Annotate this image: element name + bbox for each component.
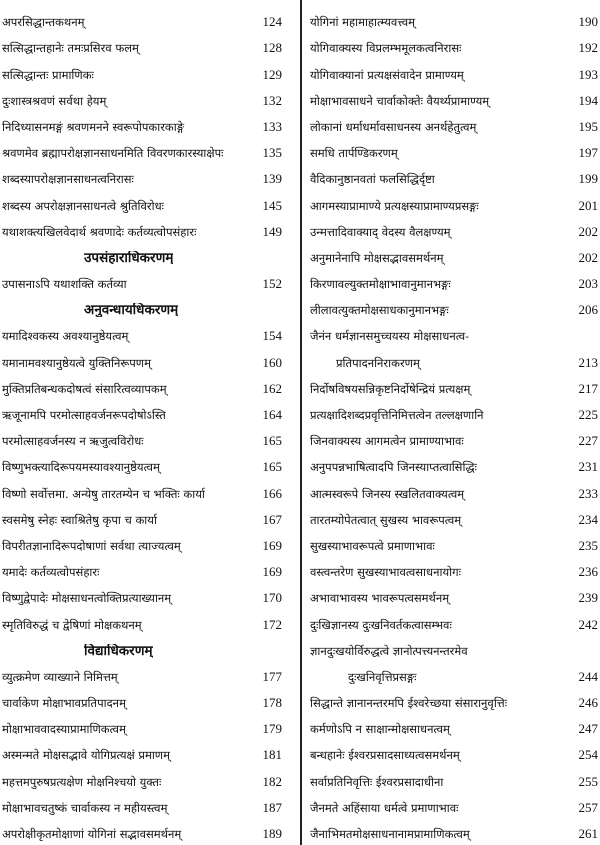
toc-entry-title: लोकानां धर्माधर्मावसाधनस्य अनर्थहेतुत्वम्: [310, 119, 477, 134]
toc-entry-page-number: 169: [262, 537, 282, 553]
section-heading-text: विद्याधिकरणम्: [84, 644, 153, 658]
toc-entry-title: आगमस्याप्रामाण्ये प्रत्यक्षस्याप्रामाण्यप्रसङ्गः: [310, 198, 479, 213]
toc-entry-title: उन्मत्तादिवाक्याद् वेदस्य वैलक्षण्यम्: [310, 224, 451, 239]
toc-entry-page-number: 197: [578, 145, 598, 161]
toc-entry-page-number: 160: [262, 354, 282, 370]
toc-entry-page-number: 236: [578, 564, 598, 580]
toc-entry: [0, 160, 300, 186]
toc-entry: [0, 29, 300, 55]
toc-entry-title: कर्मणोऽपि न साक्षान्मोक्षसाधनत्वम्: [310, 722, 450, 737]
toc-entry-title: बन्धहानेः ईश्वरप्रसादसाध्यत्वसमर्थनम्: [310, 748, 460, 763]
toc-entry-page-number: 166: [262, 485, 282, 501]
toc-entry-title: लीलावत्युक्तमोक्षसाधकानुमानभङ्गः: [310, 303, 449, 318]
toc-entry: [302, 684, 600, 710]
toc-entry-title: मोक्षाभावसाधने चार्वाकोक्तेः वैयर्थ्यप्रामाण्यम्: [310, 93, 490, 108]
toc-entry: [0, 422, 300, 448]
toc-entry-title: वस्त्वन्तरेण सुखस्याभावत्वसाधनायोगः: [310, 565, 461, 580]
toc-left-list: [0, 3, 300, 841]
toc-entry-page-number: 172: [262, 616, 282, 632]
toc-entry-title: अनुपपन्नभाषित्वादपि जिनस्याप्तत्वासिद्धिः: [310, 460, 477, 475]
toc-entry: [302, 501, 600, 527]
toc-entry-title: यमादेः कर्तव्यत्वोपसंहारः: [2, 565, 100, 580]
toc-entry-title: योगिवाक्यानां प्रत्यक्षसंवादेन प्रामाण्यम्: [310, 67, 464, 82]
toc-entry: [0, 134, 300, 160]
toc-entry-title: ऋजूनामपि परमोत्साहवर्जनरूपदोषोऽस्ति: [2, 408, 166, 422]
section-heading: [0, 239, 300, 265]
toc-entry-title: सत्सिद्धान्तः प्रामाणिकः: [2, 67, 94, 82]
toc-entry-title: विष्णो सर्वोत्तमा. अन्येषु तारतम्येन च भक्तिः कार्या: [2, 486, 205, 501]
toc-entry-page-number: 179: [262, 721, 282, 737]
toc-entry-title: आत्मस्वरूपे जिनस्य स्खलितवाक्यत्वम्: [310, 486, 465, 501]
toc-entry-page-number: 254: [578, 747, 598, 763]
toc-entry: [0, 370, 300, 396]
toc-entry-title: सत्सिद्धान्तहानेः तमःप्रसिरव फलम्: [2, 41, 139, 56]
toc-entry: [302, 553, 600, 579]
toc-entry-page-number: 169: [262, 564, 282, 580]
toc-entry-page-number: 152: [262, 276, 282, 292]
toc-entry-page-number: 135: [262, 145, 282, 161]
toc-entry: [302, 396, 600, 422]
toc-entry-page-number: 195: [578, 118, 598, 134]
toc-entry-page-number: 149: [262, 223, 282, 239]
toc-entry-page-number: 202: [578, 249, 598, 265]
toc-entry-page-number: 202: [578, 223, 598, 239]
toc-entry-title: योगिनां महामाहात्म्यवत्त्वम्: [310, 15, 415, 30]
toc-entry-title: मुक्तिप्रतिबन्धकदोषत्वं संसारित्वव्यापकम्: [2, 381, 167, 396]
toc-entry-page-number: 132: [262, 92, 282, 108]
toc-entry-title: सुखस्याभावरूपत्वे प्रमाणाभावः: [310, 538, 435, 553]
toc-entry: [302, 736, 600, 762]
toc-entry-title: समधि तार्पण्डिकरणम्: [310, 146, 398, 161]
toc-entry-title: शब्दस्य अपरोक्षज्ञानसाधनत्वे श्रुतिविरोधः: [2, 198, 164, 213]
toc-entry-title: निदिध्यासनमङ्गं श्रवणमनने स्वरूपोपकारकाङ्गे: [2, 119, 184, 134]
toc-entry-page-number: 244: [578, 668, 598, 684]
toc-entry-title: यमादिश्वकस्य अवश्यानुष्ठेयत्वम्: [2, 329, 129, 344]
toc-entry-page-number: 203: [578, 276, 598, 292]
toc-entry-title: दुःशास्त्रश्रवणं सर्वथा हेयम्: [2, 93, 107, 108]
toc-entry-title: विष्णुभक्त्यादिरूपयमस्यावश्यानुष्ठेयत्वम्: [2, 460, 160, 475]
toc-entry-title: महत्तमपुरुषप्रत्यक्षेण मोक्षनिश्चयो युक्तः: [2, 774, 162, 789]
toc-entry-page-number: 199: [578, 171, 598, 187]
toc-entry-page-number: 233: [578, 485, 598, 501]
toc-entry-page-number: 201: [578, 197, 598, 213]
toc-entry: [0, 658, 300, 684]
toc-entry: [302, 55, 600, 81]
toc-entry-title: जैनंन धर्मज्ञानसमुच्चयस्य मोक्षसाधनत्व-: [310, 329, 470, 344]
toc-entry-page-number: 194: [578, 92, 598, 108]
toc-entry-page-number: 261: [578, 826, 598, 841]
toc-entry-page-number: 164: [262, 407, 282, 422]
toc-entry-page-number: 242: [578, 616, 598, 632]
toc-entry-title: चार्वाकेण मोक्षाभावप्रतिपादनम्: [2, 696, 126, 711]
toc-entry: [0, 789, 300, 815]
toc-right-list: [302, 3, 600, 841]
toc-entry: [302, 422, 600, 448]
toc-entry-title: जैनाभिमतमोक्षसाधनानामप्रामाणिकत्वम्: [310, 827, 470, 841]
toc-entry: [0, 448, 300, 474]
toc-entry-page-number: 133: [262, 118, 282, 134]
toc-entry: [0, 343, 300, 369]
toc-entry-page-number: 227: [578, 433, 598, 449]
toc-entry-page-number: 129: [262, 66, 282, 82]
toc-entry-title: मोक्षाभाववादस्याप्रामाणिकत्वम्: [2, 722, 126, 737]
toc-entry: [0, 710, 300, 736]
toc-entry: [0, 736, 300, 762]
toc-entry: [0, 317, 300, 343]
toc-entry: [0, 501, 300, 527]
section-heading: [0, 291, 300, 317]
section-heading-text: उपसंहाराधिकरणम्: [84, 251, 173, 265]
toc-entry-page-number: 145: [262, 197, 282, 213]
toc-entry-page-number: 189: [262, 826, 282, 841]
toc-entry-title: श्रवणमेव ब्रह्मापरोक्षज्ञानसाधनमिति विवरणकारस्याक्षेपः: [2, 146, 224, 161]
toc-entry: [0, 186, 300, 212]
toc-entry-page-number: 162: [262, 380, 282, 396]
toc-entry: [302, 605, 600, 631]
toc-entry: [0, 579, 300, 605]
toc-entry-title: किरणावल्युक्तमोक्षाभावानुमानभङ्गः: [310, 277, 451, 292]
toc-entry: [0, 82, 300, 108]
toc-entry-title: योगिवाक्यस्य विप्रलम्भमूलकत्वनिरासः: [310, 41, 462, 56]
toc-entry-title: स्मृतिविरुद्धं च द्वेषिणां मोक्षकथनम्: [2, 617, 142, 632]
toc-entry-page-number: 187: [262, 799, 282, 815]
toc-entry-page-number: 124: [262, 14, 282, 30]
toc-entry: [302, 29, 600, 55]
toc-entry-title: विपरीतज्ञानादिरूपदोषाणां सर्वथा त्याज्यत्वम्: [2, 538, 181, 553]
toc-entry-title: शब्दस्यापरोक्षज्ञानसाधनत्वनिरासः: [2, 172, 134, 187]
toc-entry-title: विष्णुद्वेपादेः मोक्षसाधनत्वोक्तिप्रत्याख्यानम्: [2, 591, 172, 606]
toc-entry-title: सिद्धान्ते ज्ञानानन्तरमपि ईश्वरेच्छया संसारानुवृत्तिः: [310, 696, 508, 711]
toc-entry-page-number: 247: [578, 721, 598, 737]
toc-entry-page-number: 139: [262, 171, 282, 187]
toc-entry-title: वैदिकानुष्ठानवतां फलसिद्धिर्दृष्टा: [310, 172, 435, 187]
toc-entry: [302, 108, 600, 134]
toc-entry-page-number: 246: [578, 695, 598, 711]
toc-entry: [302, 239, 600, 265]
toc-entry-title: दुःखिज्ञानस्य दुःखनिवर्तकत्वासम्भवः: [310, 617, 452, 632]
toc-entry-title: अपरसिद्धान्तकथनम्: [2, 15, 85, 30]
toc-entry-page-number: 190: [578, 14, 598, 30]
toc-entry: [302, 370, 600, 396]
toc-entry: [302, 762, 600, 788]
toc-entry-page-number: 177: [262, 668, 282, 684]
toc-entry-page-number: 225: [578, 407, 598, 422]
toc-entry: [0, 213, 300, 239]
toc-entry-page-number: 255: [578, 773, 598, 789]
toc-entry: [302, 815, 600, 841]
toc-entry: [302, 160, 600, 186]
toc-entry: [0, 55, 300, 81]
toc-entry: [302, 658, 600, 684]
toc-entry: [302, 134, 600, 160]
toc-entry: [302, 317, 600, 343]
toc-entry-title: मोक्षाभावचतुष्कं चार्वाकस्य न महीयस्त्वम्: [2, 800, 168, 815]
toc-entry-title: अनुमानेनापि मोक्षसद्भावसमर्थनम्: [310, 250, 444, 265]
toc-entry: [0, 265, 300, 291]
toc-entry: [302, 291, 600, 317]
toc-entry: [302, 579, 600, 605]
toc-entry: [0, 684, 300, 710]
toc-entry: [302, 527, 600, 553]
toc-entry-title: सर्वाप्रतिनिवृत्तिः ईश्वरप्रसादाधीना: [310, 774, 444, 789]
toc-entry-title: अस्मन्मते मोक्षसद्भावे योगिप्रत्यक्षं प्रमाणम्: [2, 748, 170, 763]
toc-entry-title: दुःखनिवृत्तिप्रसङ्गः: [348, 669, 417, 684]
toc-entry-title: निर्दोषविषयसन्निकृष्टनिर्दोषेन्द्रियं प्रत्यक्षम्: [310, 381, 471, 396]
toc-entry-title: ज्ञानदुःखयोर्विरुद्धत्वे ज्ञानोत्पत्त्यनन्तरमेव: [310, 643, 468, 658]
toc-entry: [302, 632, 600, 658]
toc-entry: [302, 213, 600, 239]
toc-entry: [302, 789, 600, 815]
toc-entry-page-number: 193: [578, 66, 598, 82]
toc-entry-title: अपरोक्षीकृतमोक्षाणां योगिनां सद्भावसमर्थनम्: [2, 827, 182, 841]
toc-entry-page-number: 170: [262, 590, 282, 606]
toc-entry-page-number: 234: [578, 511, 598, 527]
toc-entry: [0, 108, 300, 134]
toc-entry: [0, 527, 300, 553]
toc-entry: [0, 605, 300, 631]
toc-right-column: [302, 0, 600, 845]
toc-entry: [0, 474, 300, 500]
toc-entry-page-number: 181: [262, 747, 282, 763]
toc-entry: [0, 3, 300, 29]
toc-entry-page-number: 257: [578, 799, 598, 815]
toc-entry: [302, 710, 600, 736]
toc-entry: [302, 82, 600, 108]
toc-entry-title: स्वसमेषु स्नेहः स्वाश्रितेषु कृपा च कार्या: [2, 512, 157, 527]
section-heading-text: अनुवन्धायधिकरणम्: [84, 303, 178, 317]
toc-entry-page-number: 182: [262, 773, 282, 789]
toc-entry-title: जैनमते अहिंसाया धर्मत्वे प्रमाणाभावः: [310, 800, 459, 815]
toc-entry-title: उपासनाऽपि यथाशक्ति कर्तव्या: [2, 277, 127, 292]
toc-entry-page-number: 192: [578, 40, 598, 56]
toc-entry: [302, 186, 600, 212]
toc-entry-title: व्युत्क्रमेण व्याख्याने निमित्तम्: [2, 669, 118, 684]
section-heading: [0, 632, 300, 658]
toc-entry-title: यमानामवश्यानुष्ठेयत्वे युक्तिनिरूपणम्: [2, 355, 152, 370]
toc-entry-page-number: 165: [262, 459, 282, 475]
toc-entry-page-number: 165: [262, 433, 282, 449]
toc-entry-page-number: 213: [578, 354, 598, 370]
toc-entry: [0, 553, 300, 579]
toc-entry: [302, 265, 600, 291]
toc-entry-title: प्रतिपादननिराकरणम्: [336, 355, 420, 370]
toc-entry-page-number: 239: [578, 590, 598, 606]
toc-entry-page-number: 178: [262, 695, 282, 711]
toc-entry: [302, 448, 600, 474]
toc-entry-page-number: 128: [262, 40, 282, 56]
toc-entry-page-number: 154: [262, 328, 282, 344]
toc-entry-title: प्रत्यक्षादिशब्दप्रवृत्तिनिमित्तत्वेन तल्लक्षणानि: [310, 408, 484, 422]
toc-entry-page-number: 231: [578, 459, 598, 475]
toc-entry: [302, 474, 600, 500]
toc-entry: [0, 762, 300, 788]
toc-entry-title: तारतम्योपेतत्वात् सुखस्य भावरूपत्वम्: [310, 512, 462, 527]
toc-entry-title: परमोत्साहवर्जनस्य न ऋजुत्वविरोधः: [2, 434, 144, 449]
toc-entry: [0, 396, 300, 422]
toc-entry: [302, 3, 600, 29]
toc-entry-title: यथाशक्त्यखिलवेदार्थ श्रवणादेः कर्तव्यत्वोपसंहारः: [2, 224, 197, 239]
toc-entry-page-number: 217: [578, 380, 598, 396]
toc-entry-page-number: 206: [578, 302, 598, 318]
toc-entry-page-number: 235: [578, 537, 598, 553]
toc-entry: [0, 815, 300, 841]
toc-entry-page-number: 167: [262, 511, 282, 527]
toc-entry-title: जिनवाक्यस्य आगमत्वेन प्रामाण्याभावः: [310, 434, 464, 449]
toc-entry: [302, 343, 600, 369]
toc-entry-title: अभावाभावस्य भावरूपत्वसमर्थनम्: [310, 591, 450, 606]
